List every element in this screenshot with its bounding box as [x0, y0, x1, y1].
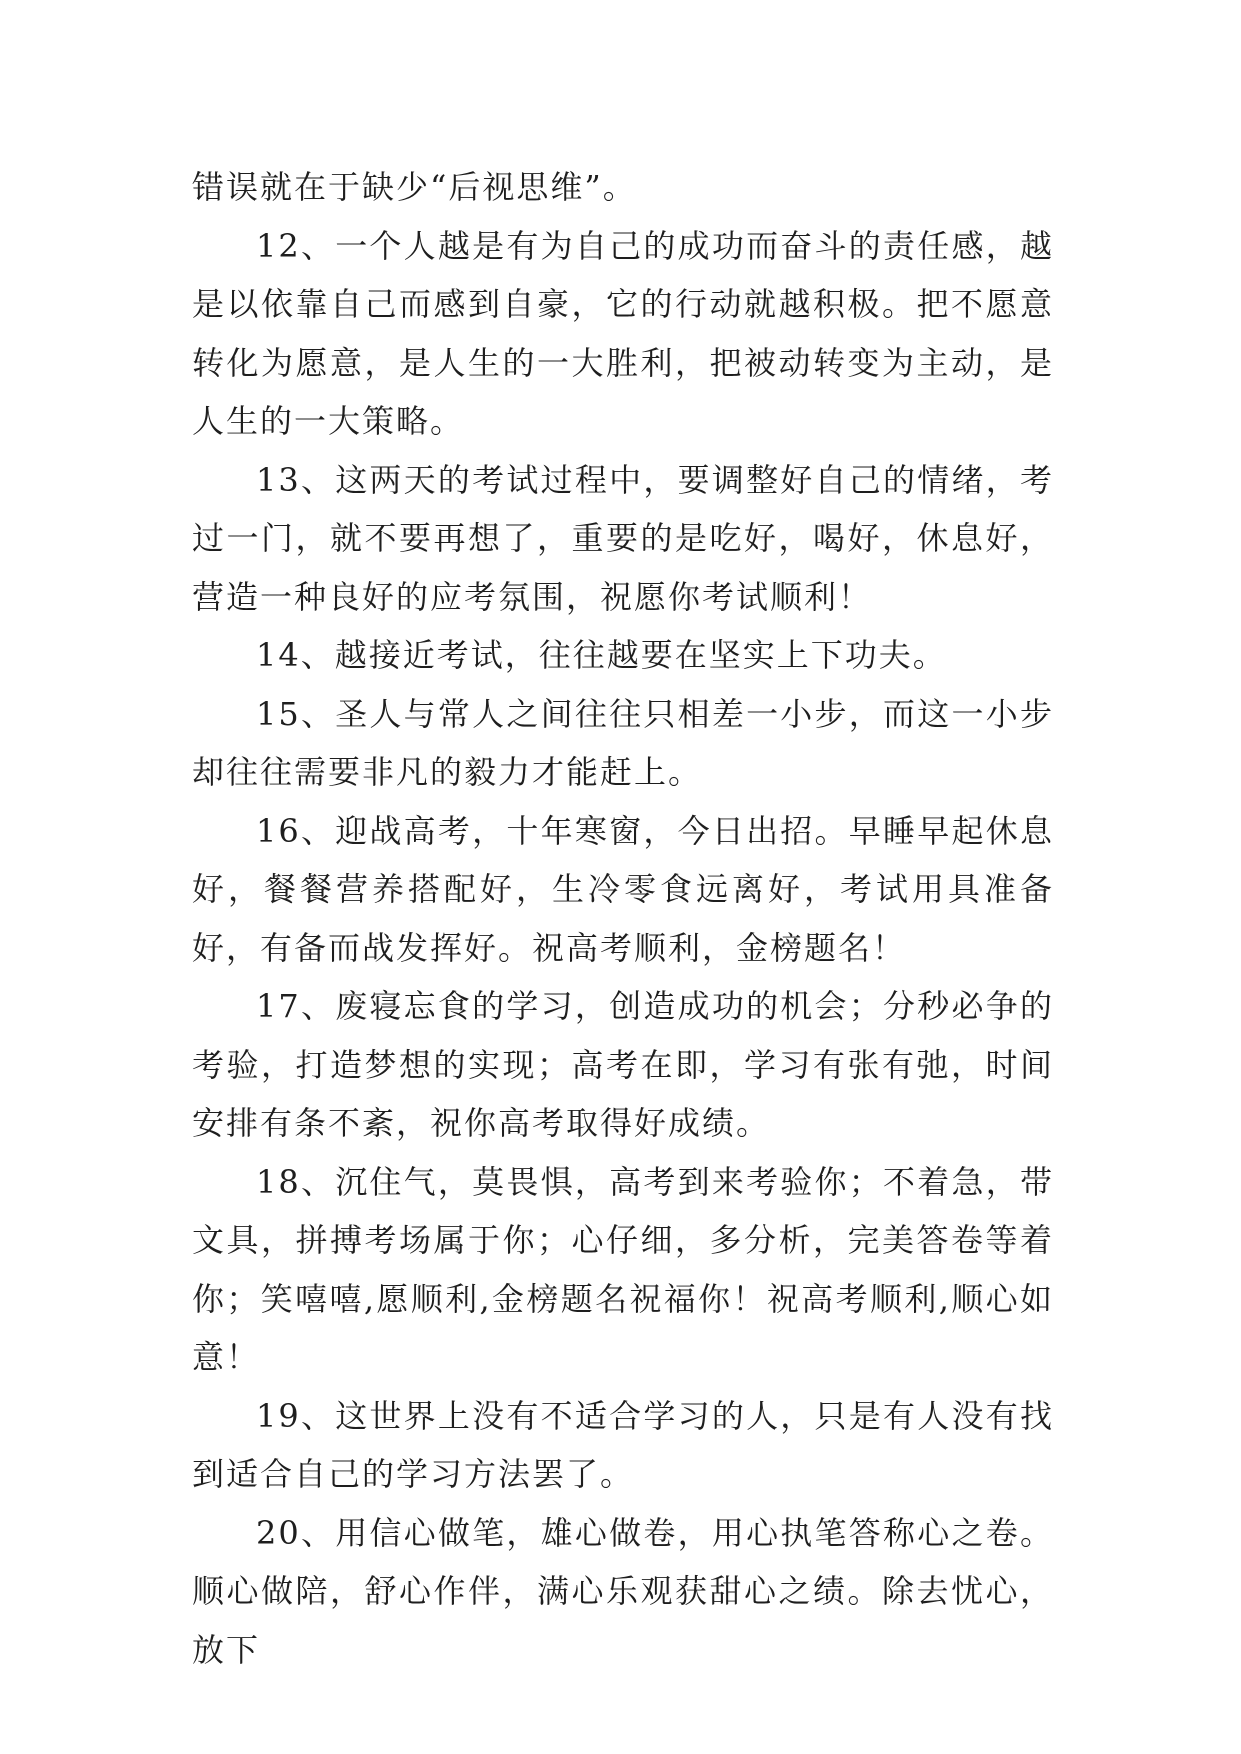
paragraph-18: 18、沉住气，莫畏惧，高考到来考验你；不着急，带文具，拼搏考场属于你；心仔细，多分析，完美答卷等着你；笑嘻嘻,愿顺利,金榜题名祝福你！祝高考顺利,顺心如意！	[192, 1162, 1054, 1376]
paragraph-12: 12、一个人越是有为自己的成功而奋斗的责任感，越是以依靠自己而感到自豪，它的行动就越积极。把不愿意转化为愿意，是人生的一大胜利，把被动转变为主动，是人生的一大策略。	[192, 226, 1054, 440]
paragraph-15: 15、圣人与常人之间往往只相差一小步，而这一小步却往往需要非凡的毅力才能赶上。	[192, 694, 1054, 791]
paragraph-19: 19、这世界上没有不适合学习的人，只是有人没有找到适合自己的学习方法罢了。	[192, 1396, 1054, 1493]
paragraph-20: 20、用信心做笔，雄心做卷，用心执笔答称心之卷。顺心做陪，舒心作伴，满心乐观获甜心之绩。除去忧心，放下	[192, 1513, 1054, 1669]
paragraph-14: 14、越接近考试，往往越要在坚实上下功夫。	[256, 636, 947, 674]
paragraph-16: 16、迎战高考，十年寒窗，今日出招。早睡早起休息好，餐餐营养搭配好，生冷零食远离好，考试用具准备好，有备而战发挥好。祝高考顺利，金榜题名！	[192, 811, 1054, 967]
paragraph-17: 17、废寝忘食的学习，创造成功的机会；分秒必争的考验，打造梦想的实现；高考在即，学习有张有弛，时间安排有条不紊，祝你高考取得好成绩。	[192, 987, 1054, 1142]
paragraph-13: 13、这两天的考试过程中，要调整好自己的情绪，考过一门，就不要再想了，重要的是吃好，喝好，休息好，营造一种良好的应考氛围，祝愿你考试顺利！	[192, 460, 1054, 616]
paragraph-continuation: 错误就在于缺少“后视思维”。	[192, 168, 637, 206]
document-body	[192, 158, 1054, 1679]
